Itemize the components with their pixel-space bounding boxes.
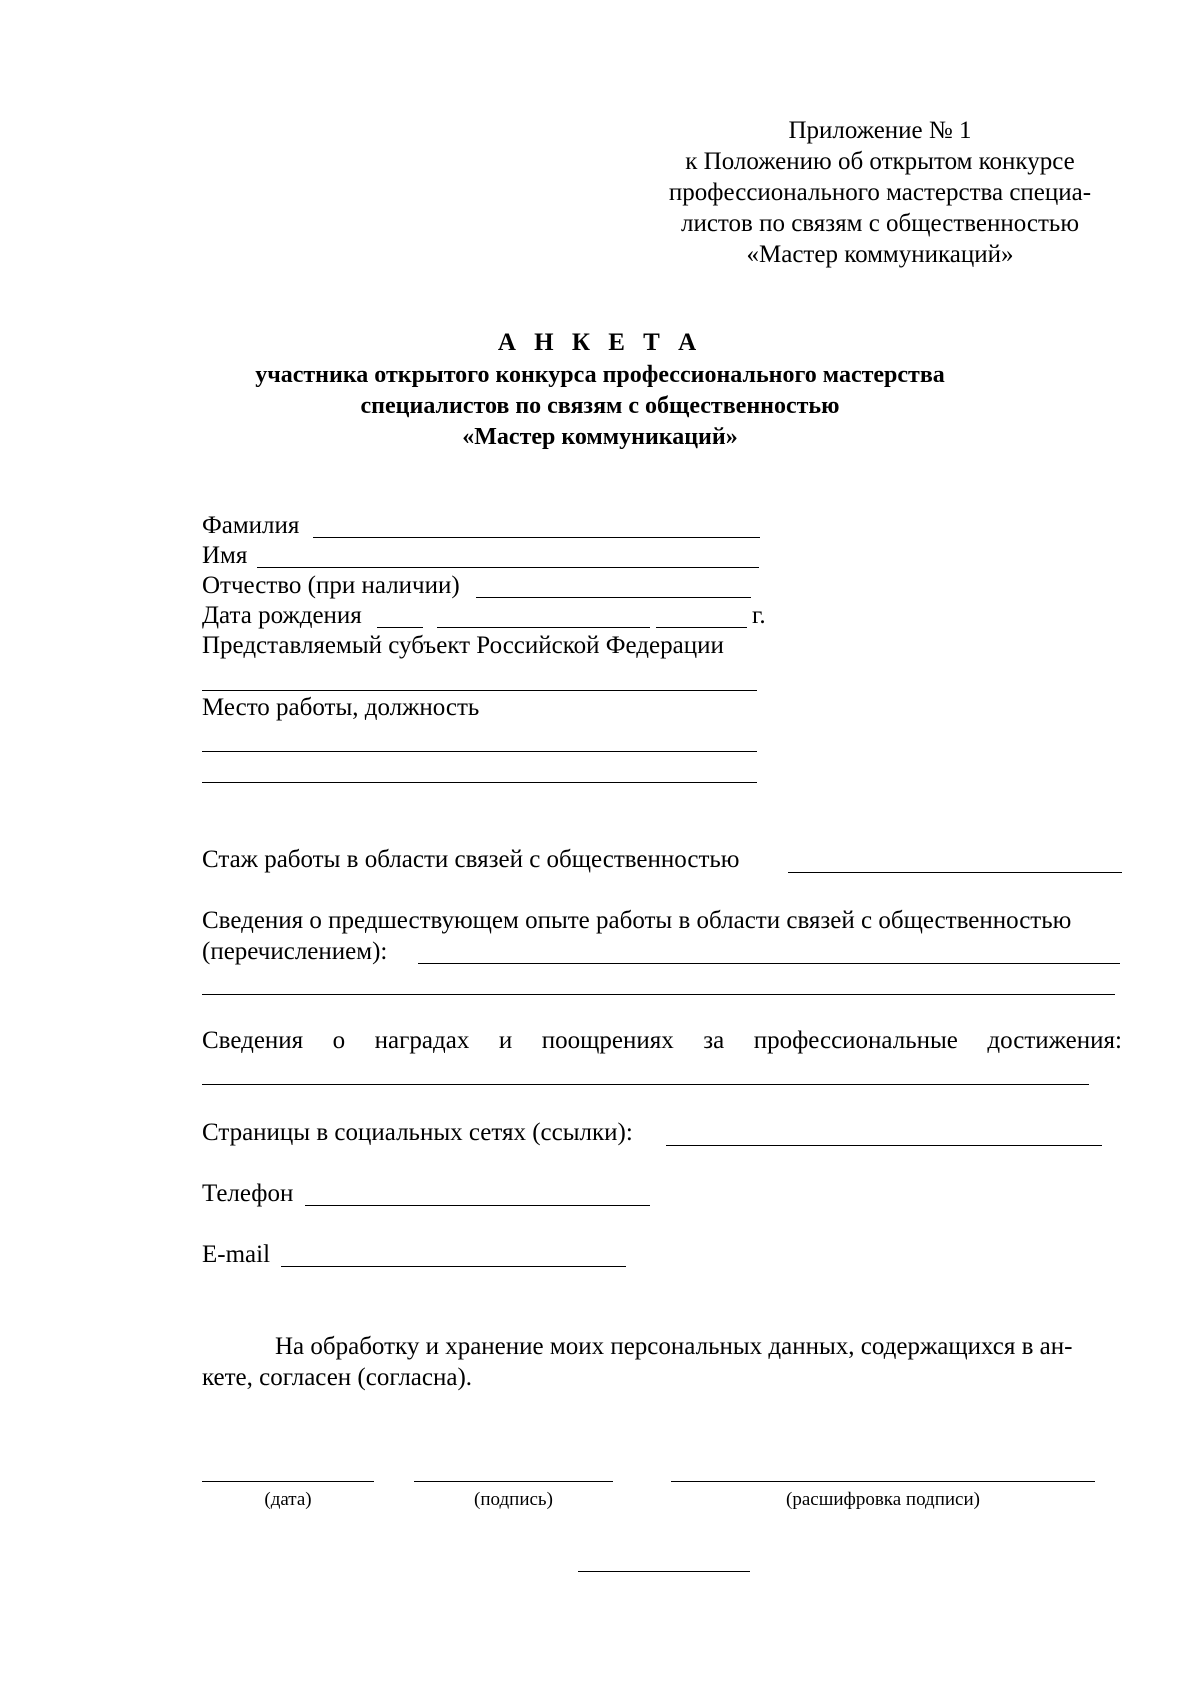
form-title: А Н К Е Т А: [497, 329, 703, 356]
experience-field[interactable]: [788, 872, 1122, 873]
prev-experience-label-cont: (перечислением):: [202, 938, 388, 965]
awards-word: за: [703, 1027, 725, 1054]
form-subtitle: участника открытого конкурса профессионального мастерства: [255, 362, 945, 388]
region-label: Представляемый субъект Российской Федерации: [202, 632, 724, 659]
email-label: E-mail: [202, 1241, 271, 1268]
birth-year-field[interactable]: [656, 627, 747, 628]
appendix-line: к Положению об открытом конкурсе: [685, 148, 1075, 175]
appendix-block: [640, 116, 1120, 271]
consent-text-cont: кете, согласен (согласна).: [202, 1364, 473, 1391]
year-suffix: г.: [752, 602, 766, 629]
signature-line[interactable]: [414, 1481, 613, 1482]
surname-field[interactable]: [313, 537, 760, 538]
signature-decode-caption: (расшифровка подписи): [786, 1489, 980, 1510]
awards-word: профессиональные: [753, 1027, 958, 1054]
prev-experience-label: Сведения о предшествующем опыте работы в области связей с общественностью: [202, 907, 1072, 934]
social-label: Страницы в социальных сетях (ссылки):: [202, 1119, 633, 1146]
workplace-field-line-1[interactable]: [202, 751, 757, 752]
date-caption: (дата): [264, 1489, 312, 1510]
patronymic-field[interactable]: [476, 597, 751, 598]
appendix-line: листов по связям с общественностью: [680, 210, 1080, 237]
birth-day-field[interactable]: [377, 627, 423, 628]
prev-experience-field-line-2[interactable]: [202, 994, 1115, 995]
email-field[interactable]: [281, 1266, 626, 1267]
awards-field[interactable]: [202, 1084, 1089, 1085]
appendix-line: Приложение № 1: [788, 117, 972, 144]
patronymic-label: Отчество (при наличии): [202, 572, 460, 599]
awards-word: наградах: [374, 1027, 470, 1054]
birth-date-label: Дата рождения: [202, 602, 362, 629]
phone-label: Телефон: [202, 1180, 294, 1207]
workplace-field-line-2[interactable]: [202, 782, 757, 783]
form-subtitle: «Мастер коммуникаций»: [462, 424, 738, 450]
awards-word: достижения:: [987, 1027, 1122, 1054]
signature-decode-line[interactable]: [671, 1481, 1095, 1482]
birth-month-field[interactable]: [437, 627, 650, 628]
awards-word: поощрениях: [541, 1027, 674, 1054]
surname-label: Фамилия: [202, 512, 300, 539]
appendix-line: «Мастер коммуникаций»: [746, 241, 1014, 268]
social-field[interactable]: [666, 1145, 1102, 1146]
form-subtitle: специалистов по связям с общественностью: [360, 393, 840, 419]
workplace-label: Место работы, должность: [202, 694, 480, 721]
awards-word: о: [332, 1027, 346, 1054]
signature-caption: (подпись): [474, 1489, 553, 1510]
name-field[interactable]: [257, 567, 759, 568]
awards-word: Сведения: [202, 1027, 304, 1054]
date-signature-line[interactable]: [202, 1481, 374, 1482]
consent-text: На обработку и хранение моих персональных данных, содержащихся в ан-: [275, 1333, 1073, 1360]
region-field[interactable]: [202, 690, 757, 691]
prev-experience-field-line-1[interactable]: [418, 963, 1120, 964]
name-label: Имя: [202, 542, 248, 569]
awards-label: [202, 1026, 1122, 1056]
awards-word: и: [498, 1027, 513, 1054]
appendix-line: профессионального мастерства специа-: [668, 179, 1092, 206]
form-title-block: [180, 328, 1020, 453]
experience-label: Стаж работы в области связей с общественностью: [202, 846, 740, 873]
bottom-line: [578, 1571, 750, 1572]
phone-field[interactable]: [305, 1205, 650, 1206]
